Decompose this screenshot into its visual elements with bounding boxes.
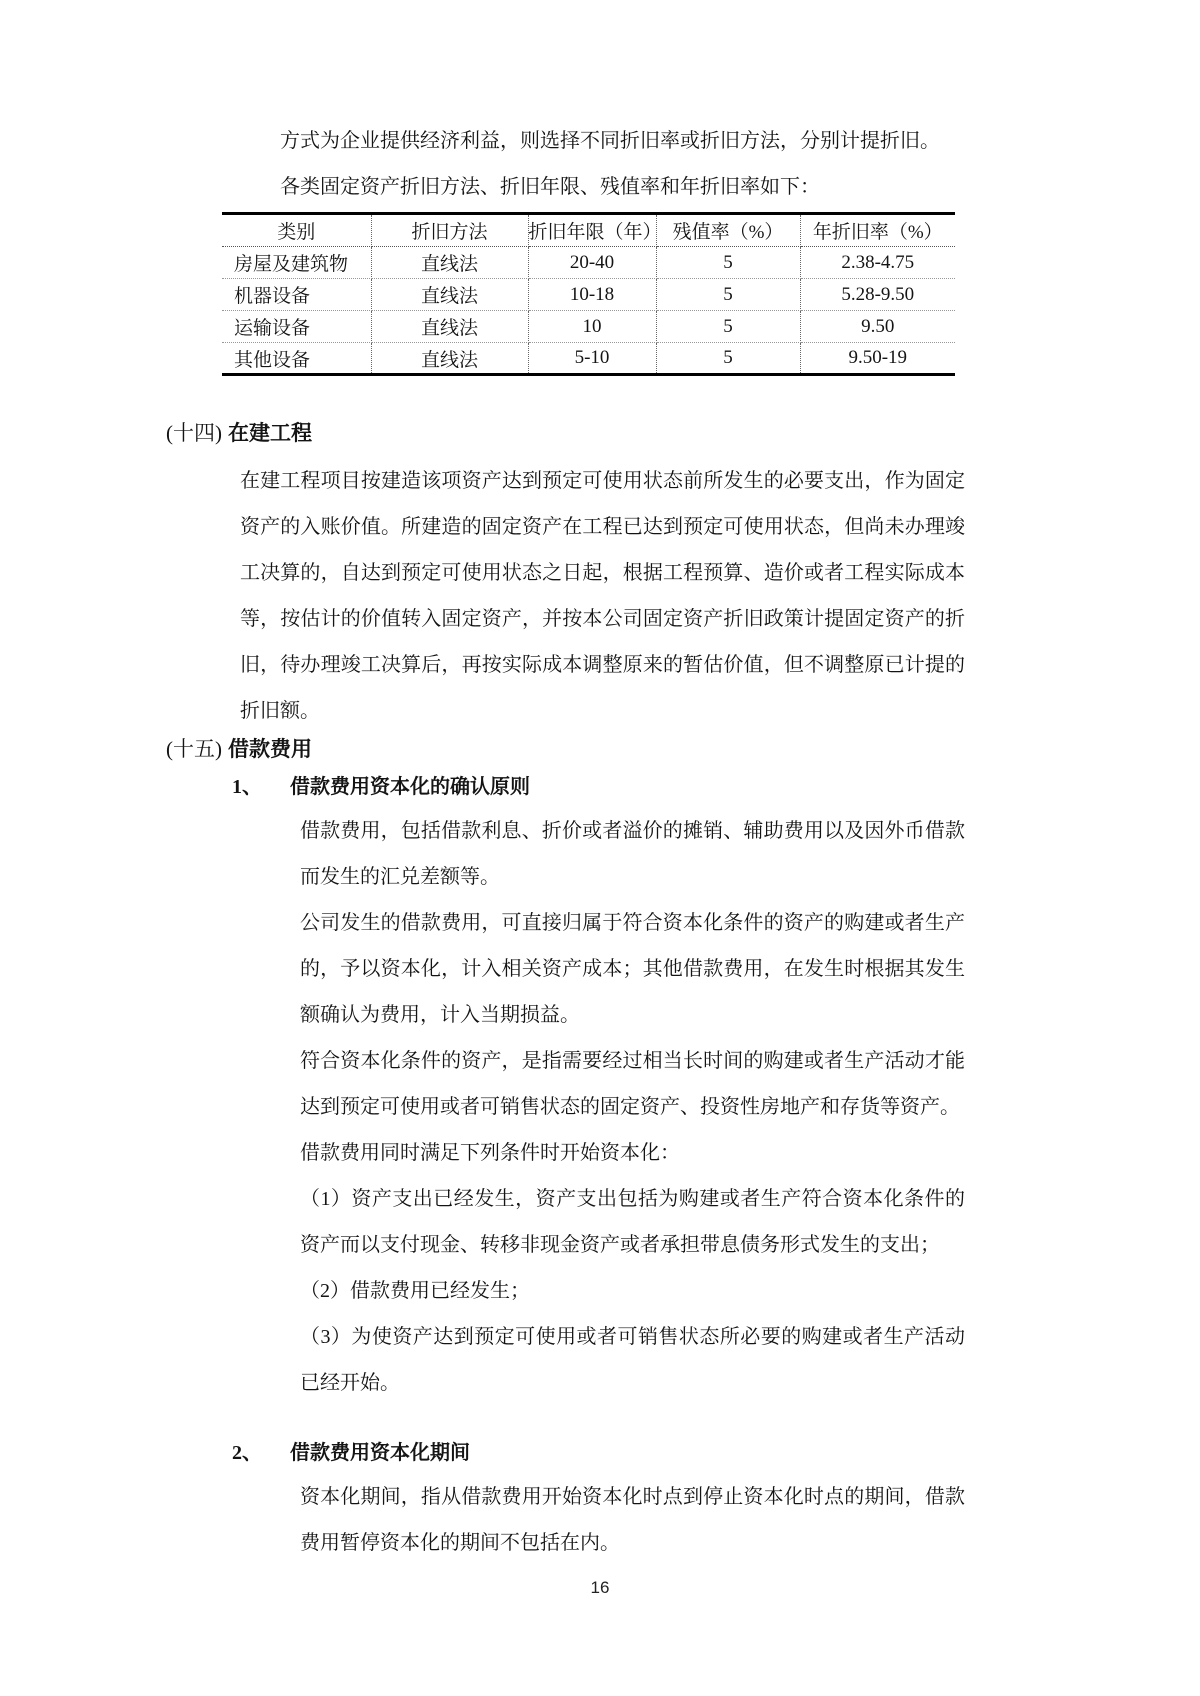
subsection-2-title: 借款费用资本化期间 — [290, 1442, 470, 1464]
cell-annual-rate: 9.50 — [800, 311, 955, 343]
subsection-1-heading — [232, 772, 1200, 802]
header-annual-rate: 年折旧率（%） — [800, 214, 955, 247]
cell-residual: 5 — [656, 343, 800, 375]
cell-years: 20-40 — [528, 247, 656, 279]
subsection-2-heading — [232, 1438, 1200, 1468]
section-14-heading — [166, 418, 1200, 448]
section-15-title: 借款费用 — [228, 737, 312, 761]
cell-years: 10 — [528, 311, 656, 343]
header-residual-rate: 残值率（%） — [656, 214, 800, 247]
cell-method: 直线法 — [371, 247, 528, 279]
cell-method: 直线法 — [371, 343, 528, 375]
table-row — [222, 343, 955, 375]
cell-method: 直线法 — [371, 279, 528, 311]
header-depreciation-years: 折旧年限（年） — [528, 214, 656, 247]
section-15-heading — [166, 734, 1200, 764]
table-row — [222, 279, 955, 311]
cell-annual-rate: 5.28-9.50 — [800, 279, 955, 311]
intro-paragraph — [280, 0, 965, 210]
cell-category: 房屋及建筑物 — [222, 247, 371, 279]
subsection-1-paragraph: （3）为使资产达到预定可使用或者可销售状态所必要的购建或者生产活动已经开始。 — [300, 1326, 965, 1394]
intro-line-1: 方式为企业提供经济利益，则选择不同折旧率或折旧方法，分别计提折旧。 — [280, 130, 940, 152]
section-14-marker: (十四) — [166, 421, 222, 445]
subsection-2-paragraph: 资本化期间，指从借款费用开始资本化时点到停止资本化时点的期间，借款费用暂停资本化的期间不包括在内。 — [300, 1486, 965, 1554]
header-depreciation-method: 折旧方法 — [371, 214, 528, 247]
section-14-title: 在建工程 — [228, 421, 312, 445]
cell-annual-rate: 2.38-4.75 — [800, 247, 955, 279]
subsection-1-title: 借款费用资本化的确认原则 — [290, 776, 530, 798]
section-14-paragraph: 在建工程项目按建造该项资产达到预定可使用状态前所发生的必要支出，作为固定资产的入账价值。所建造的固定资产在工程已达到预定可使用状态，但尚未办理竣工决算的，自达到预定可使用状态之日起，根据工程预算、造价或者工程实际成本等，按估计的价值转入固定资产，并按本公司固定资产折旧政策计提固定资产的折旧，待办理竣工决算后，再按实际成本调整原来的暂估价值，但不调整原已计提的折旧额。 — [240, 470, 965, 722]
header-category: 类别 — [222, 214, 371, 247]
table-row — [222, 247, 955, 279]
cell-annual-rate: 9.50-19 — [848, 347, 908, 368]
subsection-1-paragraph: （2）借款费用已经发生； — [300, 1280, 530, 1302]
table-row — [222, 311, 955, 343]
subsection-1-paragraph: 符合资本化条件的资产，是指需要经过相当长时间的购建或者生产活动才能达到预定可使用或者可销售状态的固定资产、投资性房地产和存货等资产。 — [300, 1050, 965, 1118]
subsection-1-paragraph: （1）资产支出已经发生，资产支出包括为购建或者生产符合资本化条件的资产而以支付现金、转移非现金资产或者承担带息债务形式发生的支出； — [300, 1188, 965, 1256]
cell-years: 10-18 — [528, 279, 656, 311]
subsection-1-paragraph: 公司发生的借款费用，可直接归属于符合资本化条件的资产的购建或者生产的，予以资本化，计入相关资产成本；其他借款费用，在发生时根据其发生额确认为费用，计入当期损益。 — [300, 912, 965, 1026]
page-number: 16 — [590, 1578, 610, 1597]
depreciation-table — [222, 212, 955, 376]
cell-years: 5-10 — [528, 343, 656, 375]
cell-method: 直线法 — [371, 311, 528, 343]
cell-category: 运输设备 — [222, 311, 371, 343]
subsection-1-paragraph: 借款费用，包括借款利息、折价或者溢价的摊销、辅助费用以及因外币借款而发生的汇兑差额等。 — [300, 820, 965, 888]
subsection-1-paragraph: 借款费用同时满足下列条件时开始资本化： — [300, 1142, 680, 1164]
cell-residual: 5 — [656, 279, 800, 311]
cell-residual: 5 — [656, 247, 800, 279]
section-15-marker: (十五) — [166, 737, 222, 761]
subsection-1-number: 1、 — [232, 776, 262, 798]
table-header-row — [222, 214, 955, 247]
cell-category: 其他设备 — [222, 343, 371, 375]
subsection-2-number: 2、 — [232, 1442, 262, 1464]
cell-residual: 5 — [656, 311, 800, 343]
cell-category: 机器设备 — [222, 279, 371, 311]
intro-line-2: 各类固定资产折旧方法、折旧年限、残值率和年折旧率如下： — [280, 176, 820, 198]
